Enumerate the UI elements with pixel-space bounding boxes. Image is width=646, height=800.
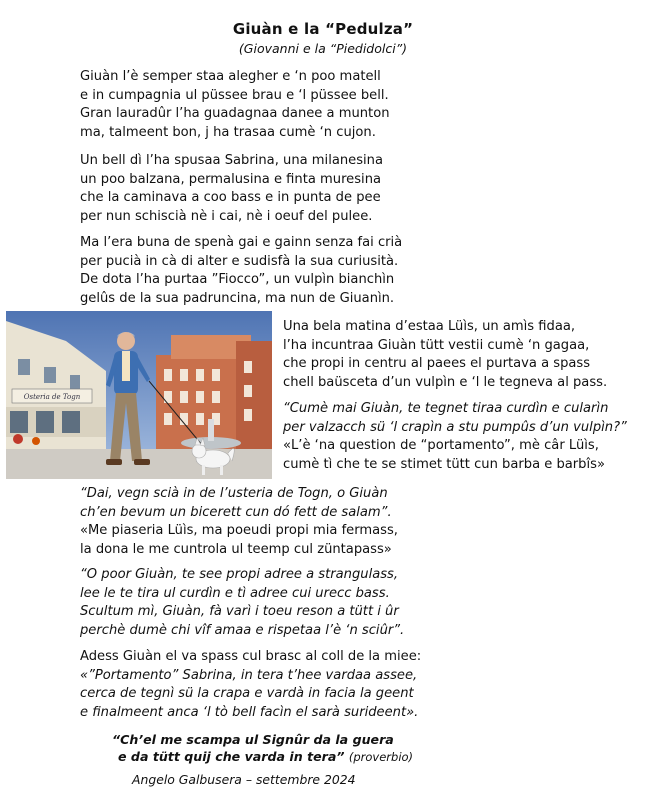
window	[18, 359, 30, 375]
verse-line: cumè tì che te se stimet tütt cun barba e barbîs»	[283, 456, 605, 472]
poem-title: Giuàn e la “Pedulza”	[232, 20, 414, 38]
verse-line: per pucià in cà di alter e sudisfà la sua curiusità.	[80, 253, 399, 269]
verse-line: che la caminava a coo bass e in punta de pee	[80, 190, 381, 206]
shop-window	[62, 411, 80, 433]
verse-line: “O poor Giuàn, te see propi adree a strangulass,	[80, 567, 399, 582]
author-signature: Angelo Galbusera – settembre 2024	[132, 772, 356, 787]
osteria-sign-text: Osteria de Togn	[23, 393, 81, 401]
verse-line: e finalmeent anca ‘l tò bell facìn el sarà surideent».	[80, 704, 419, 720]
verse-line: gelûs de la sua padruncina, ma nun de Giuanìn.	[80, 290, 395, 306]
stanza-5	[283, 400, 627, 474]
verse-line: lee le te tira ul curdìn e tì adree cui urecc bass.	[80, 585, 390, 601]
stanza-8	[80, 648, 421, 722]
verse-line: ch’en bevum un bicerett cun dó fett de salam”.	[80, 504, 392, 520]
proverb-tag: (proverbio)	[348, 750, 414, 765]
verse-line: Adess Giuàn el va spass cul brasc al coll de la miee:	[80, 649, 422, 664]
proverb	[112, 731, 413, 767]
window	[70, 375, 80, 389]
verse-line: «”Portamento” Sabrina, in tera t’hee vardaa assee,	[80, 667, 418, 683]
shop-window	[36, 411, 54, 433]
side-building	[236, 341, 272, 451]
verse-line: e in cumpagnia ul püssee brau e ‘l püssee bell.	[80, 87, 389, 103]
stanza-6	[80, 485, 398, 559]
verse-line: Ma l’era buna de spenà gai e gainn senza fai crià	[80, 235, 403, 250]
stanza-4	[283, 318, 607, 392]
stanza-1	[80, 68, 390, 142]
verse-line: “Cumè mai Giuàn, te tegnet tiraa curdìn e cularìn	[283, 401, 609, 416]
stanza-2	[80, 152, 383, 226]
verse-line: che propi in centru al paees el purtava a spass	[283, 356, 591, 372]
verse-line: Una bela matina d’estaa Lüìs, un amìs fidaa,	[283, 319, 576, 334]
proverb-line-2-row	[112, 748, 413, 766]
verse-line: ma, talmeent bon, j ha trasaa cumè ‘n cujon.	[80, 124, 376, 140]
proverb-line-1: “Ch’el me scampa ul Signûr da la guera	[112, 732, 394, 747]
verse-line: “Dai, vegn scià in de l’usteria de Togn, o Giuàn	[80, 486, 388, 501]
verse-line: Scultum mì, Giuàn, fà varì i toeu reson a tütt i ûr	[80, 604, 399, 620]
verse-line: un poo balzana, permalusina e finta muresina	[80, 171, 382, 187]
verse-line: per nun schiscià nè i cai, nè i oeuf del pulee.	[80, 208, 373, 224]
poem-subtitle: (Giovanni e la “Piedidolci”)	[238, 41, 408, 56]
verse-line: «Me piaseria Lüìs, ma poeudi propi mia fermass,	[80, 523, 398, 539]
flower-pot	[32, 437, 40, 445]
fountain-statue	[208, 419, 214, 441]
verse-line: la dona le me cuntrola ul teemp cul züntapass»	[80, 541, 392, 557]
stanza-3	[80, 234, 402, 308]
proverb-line-2: e da tütt quij che varda in tera”	[118, 749, 345, 765]
window	[44, 367, 56, 383]
verse-line: chell baüsceta d’un vulpìn e ‘l le tegneva al pass.	[283, 374, 608, 390]
verse-line: per valzacch sü ‘l crapìn a stu pumpûs d’un vulpìn?”	[283, 419, 627, 435]
illustration	[6, 311, 272, 479]
verse-line: cerca de tegnì sü la crapa e vardà in facia la geent	[80, 686, 414, 702]
verse-line: Gran lauradûr l’ha guadagnaa danee a munton	[80, 106, 390, 122]
verse-line: perchè dumè chi vîf amaa e rispetaa l’è ‘n sciûr”.	[80, 622, 405, 638]
shop-window	[10, 411, 28, 433]
verse-line: Un bell dì l’ha spusaa Sabrina, una milanesina	[80, 153, 383, 168]
verse-line: Giuàn l’è semper staa alegher e ‘n poo matell	[80, 69, 381, 84]
stanza-7	[80, 566, 404, 640]
flower-pot	[13, 434, 23, 444]
verse-line: De dota l’ha purtaa ”Fiocco”, un vulpìn bianchìn	[80, 272, 395, 288]
verse-line: l’ha incuntraa Giuàn tütt vestii cumè ‘n gagaa,	[283, 337, 590, 353]
verse-line: «L’è ‘na question de “portamento”, mè câr Lüìs,	[283, 438, 599, 454]
